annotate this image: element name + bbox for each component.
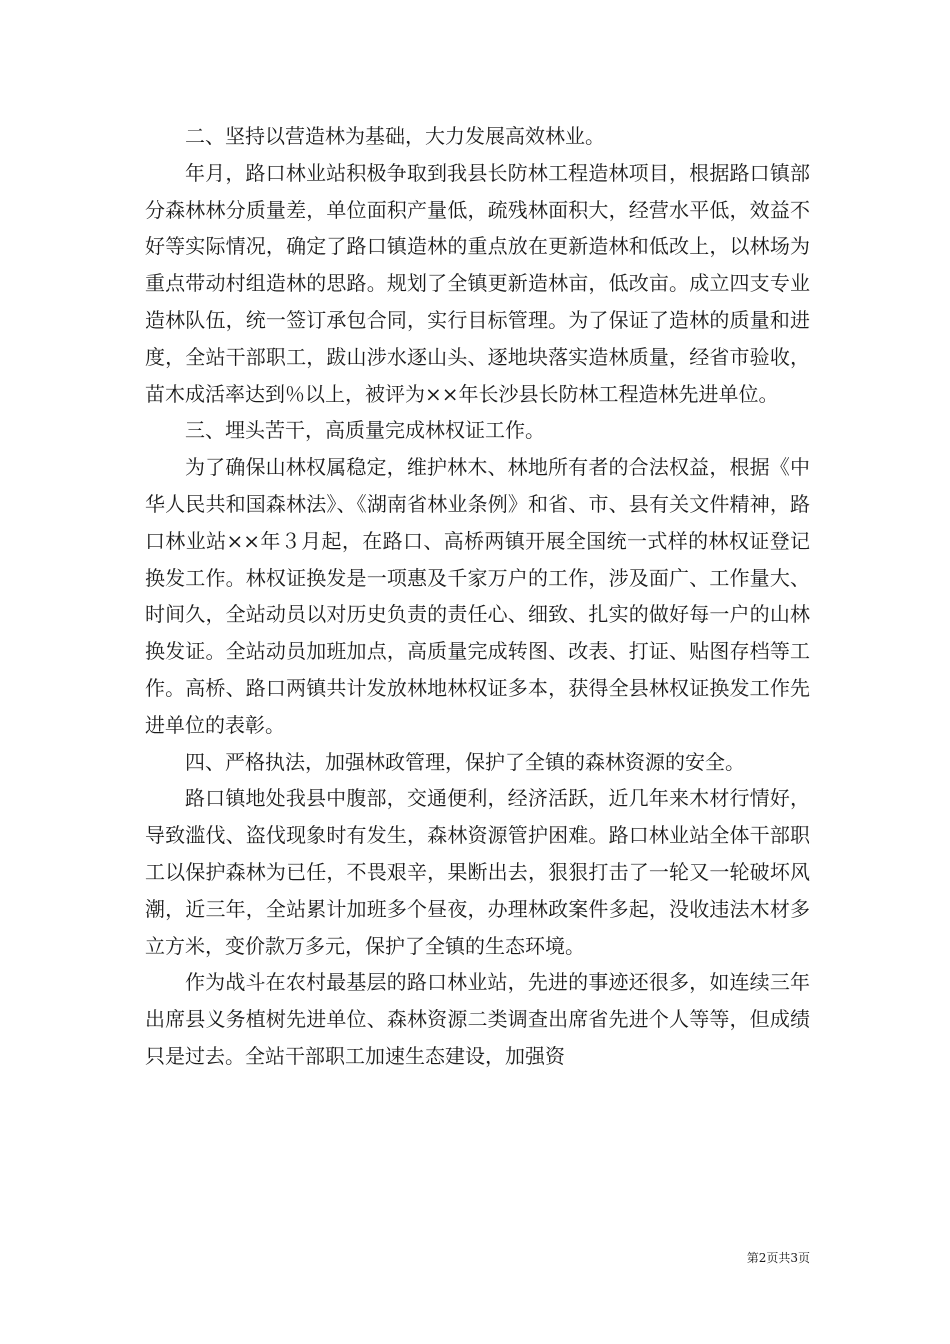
paragraph-law-enforcement: 路口镇地处我县中腹部，交通便利，经济活跃，近几年来木材行情好，导致滥伐、盗伐现象时有发生，森林资源管护困难。路口林业站全体干部职工以保护森林为已任，不畏艰辛，果断出去，狠狠打击了一轮又一轮破坏风潮，近三年，全站累计加班多个昼夜，办理林政案件多起，没收违法木材多立方米，变价款万多元，保护了全镇的生态环境。 [145,786,810,958]
section-heading-afforestation: 二、坚持以营造林为基础，大力发展高效林业。 [185,124,605,148]
section-heading-forest-rights: 三、埋头苦干，高质量完成林权证工作。 [185,418,545,443]
paragraph-afforestation: 年月，路口林业站积极争取到我县长防林工程造林项目，根据路口镇部分森林林分质量差，单位面积产量低，疏残林面积大，经营水平低，效益不好等实际情况，确定了路口镇造林的重点放在更新造林和低改上，以林场为重点带动村组造林的思路。规划了全镇更新造林亩，低改亩。成立四支专业造林队伍，统一签订承包合同，实行目标管理。为了保证了造林的质量和进度，全站干部职工，跋山涉水逐山头、逐地块落实造林质量，经省市验收，苗木成活率达到％以上，被评为××年长沙县长防林工程造林先进单位。 [145,160,810,406]
paragraph-forest-rights: 为了确保山林权属稳定，维护林木、林地所有者的合法权益，根据《中华人民共和国森林法》、《湖南省林业条例》和省、市、县有关文件精神，路口林业站××年３月起，在路口、高桥两镇开展全国统一式样的林权证登记换发工作。林权证换发是一项惠及千家万户的工作，涉及面广、工作量大、时间久，全站动员以对历史负责的责任心、细致、扎实的做好每一户的山林换发证。全站动员加班加点，高质量完成转图、改表、打证、贴图存档等工作。高桥、路口两镇共计发放林地林权证多本，获得全县林权证换发工作先进单位的表彰。 [145,455,810,737]
page-number: 第2页共3页 [746,1251,810,1265]
document-body [145,118,810,1075]
section-heading-law-enforcement: 四、严格执法，加强林政管理，保护了全镇的森林资源的安全。 [185,749,745,774]
paragraph-conclusion: 作为战斗在农村最基层的路口林业站，先进的事迹还很多，如连续三年出席县义务植树先进单位、森林资源二类调查出席省先进个人等等，但成绩只是过去。全站干部职工加速生态建设，加强资 [145,970,810,1068]
